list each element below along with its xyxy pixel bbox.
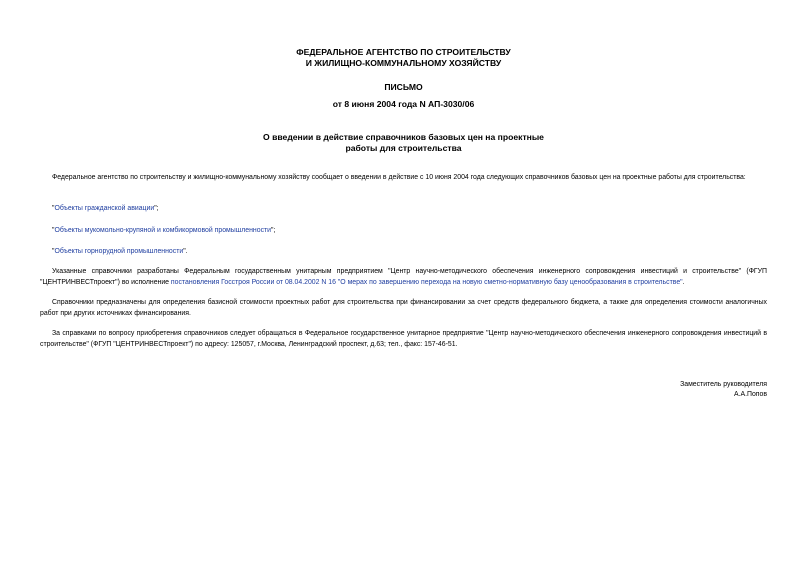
intro-paragraph: Федеральное агентство по строительству и жилищно-коммунальному хозяйству сообщает о введении в действие с 10 июня 2004 года следующих справочников базовых цен на проектные работы для строительства: xyxy=(52,174,746,181)
agency-title-line-1: ФЕДЕРАЛЬНОЕ АГЕНТСТВО ПО СТРОИТЕЛЬСТВУ xyxy=(296,47,511,57)
purpose-paragraph: Справочники предназначены для определения базисной стоимости проектных работ для строительства при финансировании за счет средств федерального бюджета, а также для определения стоимости аналогичных работ при других источниках финансирования. xyxy=(40,299,767,317)
agency-title xyxy=(0,47,807,69)
quote-open: " xyxy=(52,205,55,212)
document-subject xyxy=(0,132,807,154)
reference-link-mining-industry[interactable]: Объекты горнорудной промышленности xyxy=(54,248,184,255)
quote-close: "; xyxy=(271,227,276,234)
subject-line-1: О введении в действие справочников базовых цен на проектные xyxy=(263,132,544,142)
list-item xyxy=(52,246,767,257)
signatory-name: А.А.Попов xyxy=(733,391,767,398)
list-item xyxy=(52,225,767,236)
quote-close: "; xyxy=(154,205,159,212)
list-item xyxy=(52,203,767,214)
subject-line-2: работы для строительства xyxy=(345,143,462,153)
quote-open: " xyxy=(52,227,55,234)
document-date-number: от 8 июня 2004 года N АП-3030/06 xyxy=(332,99,475,109)
developer-text: Указанные справочники разработаны Федеральным государственным унитарным предприятием "Центр научно-методического обеспечения инженерного сопровождения инвестиций и строительстве" (ФГУП "ЦЕНТРИНВЕСТпроект") во исполнение xyxy=(40,268,767,286)
quote-open: " xyxy=(52,248,55,255)
reference-link-milling-industry[interactable]: Объекты мукомольно-крупяной и комбикормовой промышленности xyxy=(54,227,272,234)
signatory-position: Заместитель руководителя xyxy=(680,381,767,388)
contacts-paragraph: За справками по вопросу приобретения справочников следует обращаться в Федеральное государственное унитарное предприятие "Центр научно-методического обеспечения инженерного сопровождения инвестиций в строительстве" (ФГУП "ЦЕНТРИНВЕСТпроект") по адресу: 125057, г.Москва, Ленинградский проспект, д.63; тел., факс: 157-46-51. xyxy=(40,330,767,348)
agency-title-line-2: И ЖИЛИЩНО-КОММУНАЛЬНОМУ ХОЗЯЙСТВУ xyxy=(305,58,502,68)
developer-text-end: . xyxy=(682,279,685,286)
reference-link-civil-aviation[interactable]: Объекты гражданской авиации xyxy=(54,205,155,212)
quote-close: ". xyxy=(183,248,188,255)
resolution-link[interactable]: постановления Госстроя России от 08.04.2002 N 16 "О мерах по завершению перехода на новую сметно-нормативную базу ценообразования в строительстве" xyxy=(170,279,683,286)
document-type: ПИСЬМО xyxy=(384,82,423,92)
developer-paragraph xyxy=(40,266,767,288)
